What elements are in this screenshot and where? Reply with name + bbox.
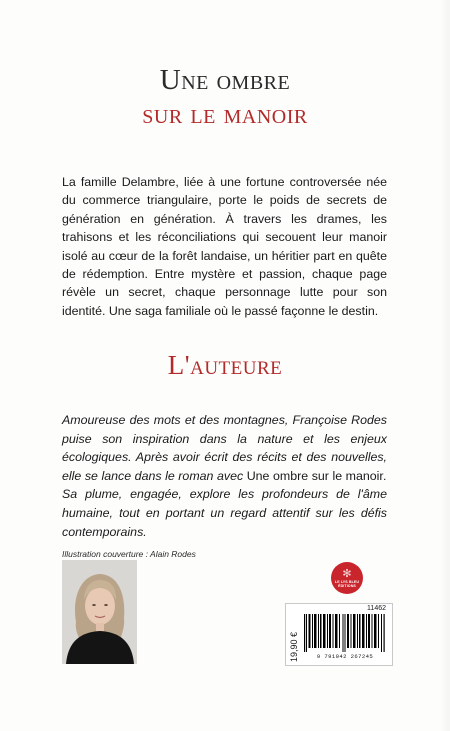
bio-book-title: Une ombre sur le manoir (246, 468, 384, 483)
barcode-icon (304, 614, 386, 652)
publisher-name: LE LYS BLEU (334, 579, 360, 584)
isbn-barcode-block (285, 603, 393, 666)
author-heading: L'auteure (167, 350, 283, 380)
synopsis-paragraph: La famille Delambre, liée à une fortune controversée née du commerce triangulaire, porte le poids de secrets de génération en génération. À travers les drames, les trahisons et les réconciliations qui secouent leur manoir isolé au cœur de la forêt landaise, un héritier part en quête de rédemption. Entre mystère et passion, chaque page révèle un secret, chaque personnage lutte pour son identité. Une saga familiale où le passé façonne le destin. (62, 175, 387, 318)
lily-icon: ✻ (342, 567, 352, 580)
author-photo (62, 560, 137, 664)
product-code: 11462 (367, 605, 386, 612)
book-title-line-2: sur le manoir (142, 98, 308, 130)
author-bio-paragraph (62, 411, 387, 541)
publisher-subtitle: ÉDITIONS (338, 583, 356, 588)
book-title-line-1: Une ombre (159, 64, 291, 96)
spine-edge (440, 0, 450, 731)
author-portrait-icon (62, 560, 137, 664)
isbn-number: 9 791042 267245 (316, 653, 374, 660)
publisher-logo (331, 562, 363, 594)
bio-text-start: Amoureuse des mots et des montagnes, Françoise Rodes puise son inspiration dans la nature et les enjeux écologiques. Après avoir écrit des récits et des nouvelles, elle se lance dans le roman avec (62, 413, 387, 483)
bio-text-end: . Sa plume, engagée, explore les profondeurs de l'âme humaine, tout en portant un regard attentif sur les défis contemporains. (62, 468, 387, 539)
price-label: 19,90 € (289, 631, 299, 662)
illustration-credit: Illustration couverture : Alain Rodes (62, 549, 196, 559)
